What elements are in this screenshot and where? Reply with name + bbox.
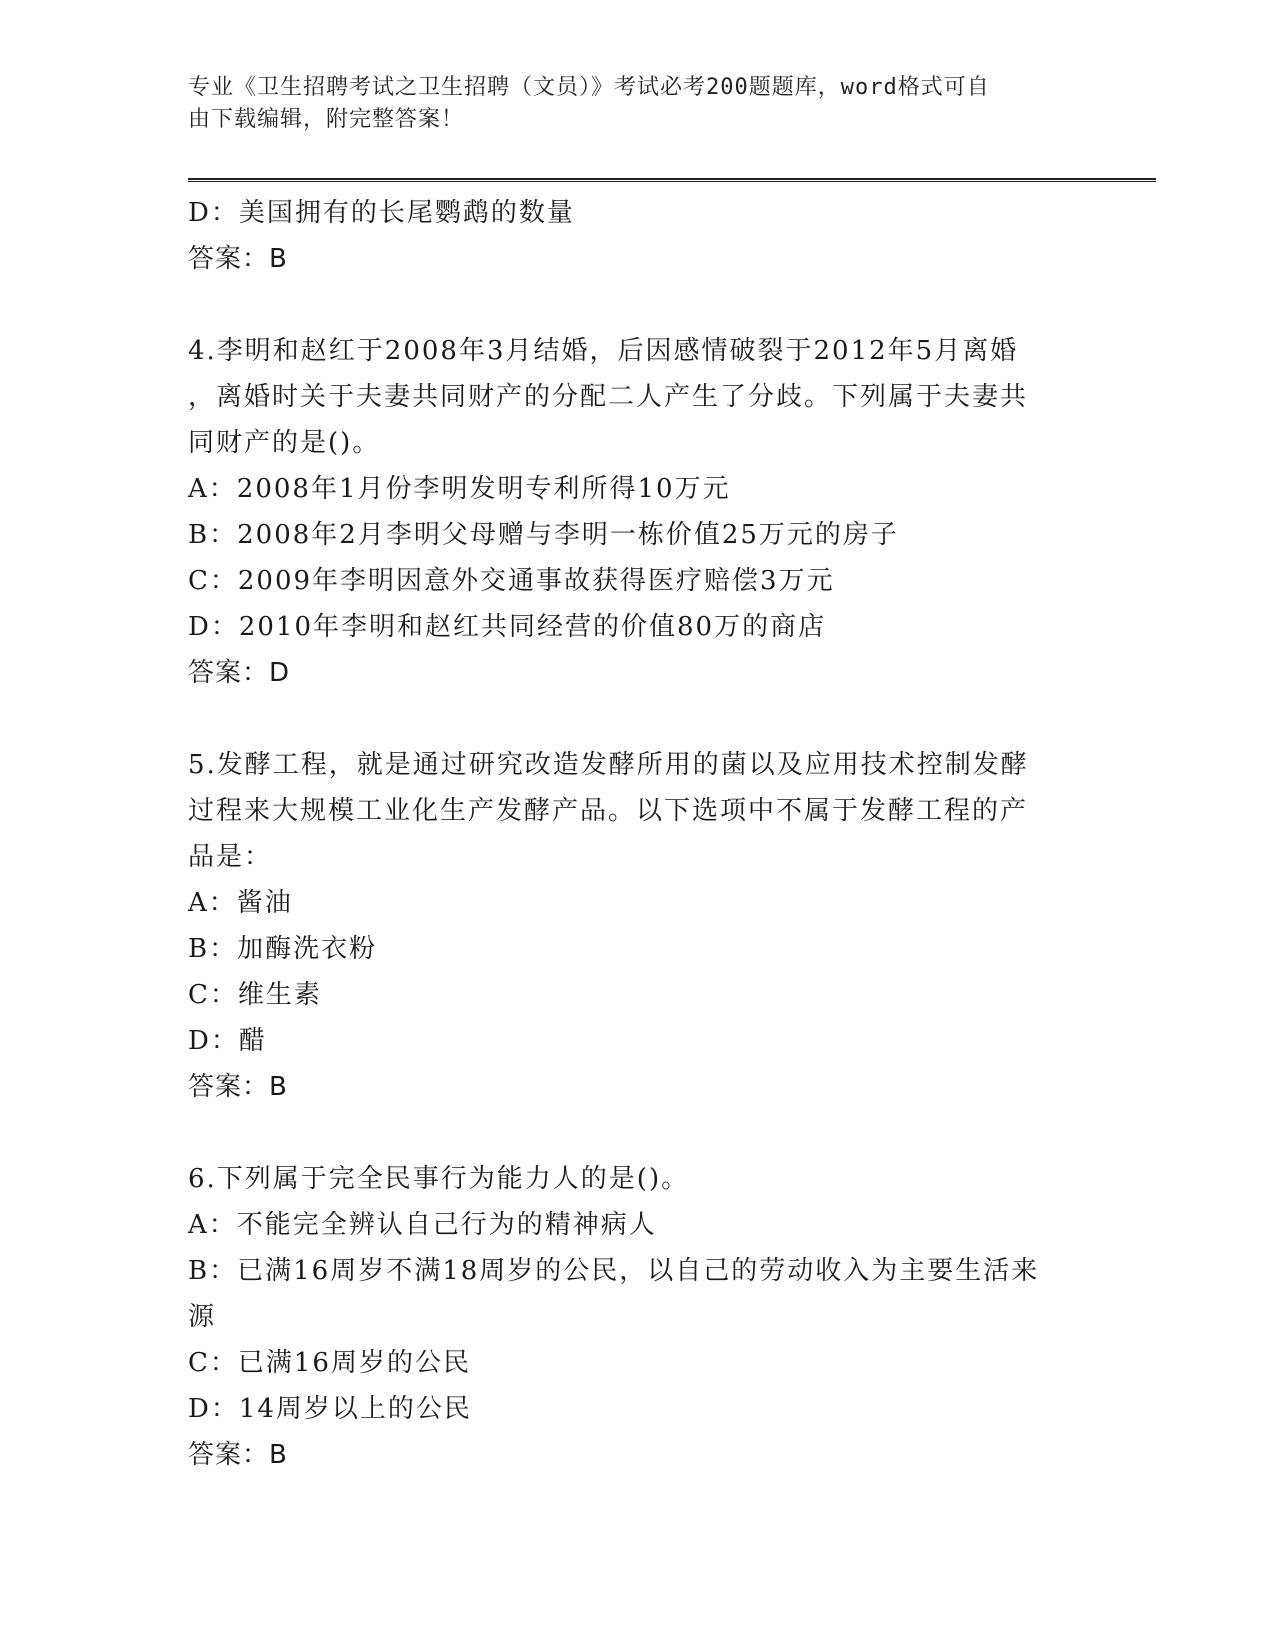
option-c: C：已满16周岁的公民 xyxy=(188,1348,471,1378)
spacer xyxy=(188,282,1088,328)
question-text-line: 6.下列属于完全民事行为能力人的是()。 xyxy=(188,1164,690,1194)
option-a: A：不能完全辨认自己行为的精神病人 xyxy=(188,1210,657,1240)
question-text-line: 5.发酵工程，就是通过研究改造发酵所用的菌以及应用技术控制发酵 xyxy=(188,750,1029,780)
option-a: A：2008年1月份李明发明专利所得10万元 xyxy=(188,474,731,504)
page-header xyxy=(188,72,1068,136)
option-b: B：加酶洗衣粉 xyxy=(188,934,378,964)
option-c: C：2009年李明因意外交通事故获得医疗赔偿3万元 xyxy=(188,566,835,596)
answer: 答案：B xyxy=(188,244,288,274)
question-text-line: 同财产的是()。 xyxy=(188,428,381,458)
option-b: B：2008年2月李明父母赠与李明一栋价值25万元的房子 xyxy=(188,520,899,550)
header-line-2: 由下载编辑，附完整答案！ xyxy=(188,107,465,132)
option-d: D：2010年李明和赵红共同经营的价值80万的商店 xyxy=(188,612,827,642)
answer: 答案：B xyxy=(188,1440,288,1470)
previous-question-tail xyxy=(188,190,1088,282)
option-d: D：美国拥有的长尾鹦鹉的数量 xyxy=(188,198,575,228)
question-text-line: 过程来大规模工业化生产发酵产品。以下选项中不属于发酵工程的产 xyxy=(188,796,1029,826)
answer: 答案：D xyxy=(188,658,291,688)
question-text-line: 品是： xyxy=(188,842,273,872)
option-b-continued: 源 xyxy=(188,1302,217,1332)
header-line-1: 专业《卫生招聘考试之卫生招聘（文员）》考试必考200题题库，word格式可自 xyxy=(188,75,990,100)
option-a: A：酱油 xyxy=(188,888,293,918)
question-4 xyxy=(188,328,1088,696)
question-text-line: ，离婚时关于夫妻共同财产的分配二人产生了分歧。下列属于夫妻共 xyxy=(188,382,1029,412)
question-text-line: 4.李明和赵红于2008年3月结婚，后因感情破裂于2012年5月离婚 xyxy=(188,336,1019,366)
option-d: D：醋 xyxy=(188,1026,267,1056)
spacer xyxy=(188,696,1088,742)
question-6 xyxy=(188,1156,1088,1478)
header-divider xyxy=(188,178,1156,182)
question-5 xyxy=(188,742,1088,1110)
document-body xyxy=(188,190,1088,1478)
answer: 答案：B xyxy=(188,1072,288,1102)
option-d: D：14周岁以上的公民 xyxy=(188,1394,472,1424)
option-b: B：已满16周岁不满18周岁的公民，以自己的劳动收入为主要生活来 xyxy=(188,1256,1040,1286)
option-c: C：维生素 xyxy=(188,980,322,1010)
spacer xyxy=(188,1110,1088,1156)
